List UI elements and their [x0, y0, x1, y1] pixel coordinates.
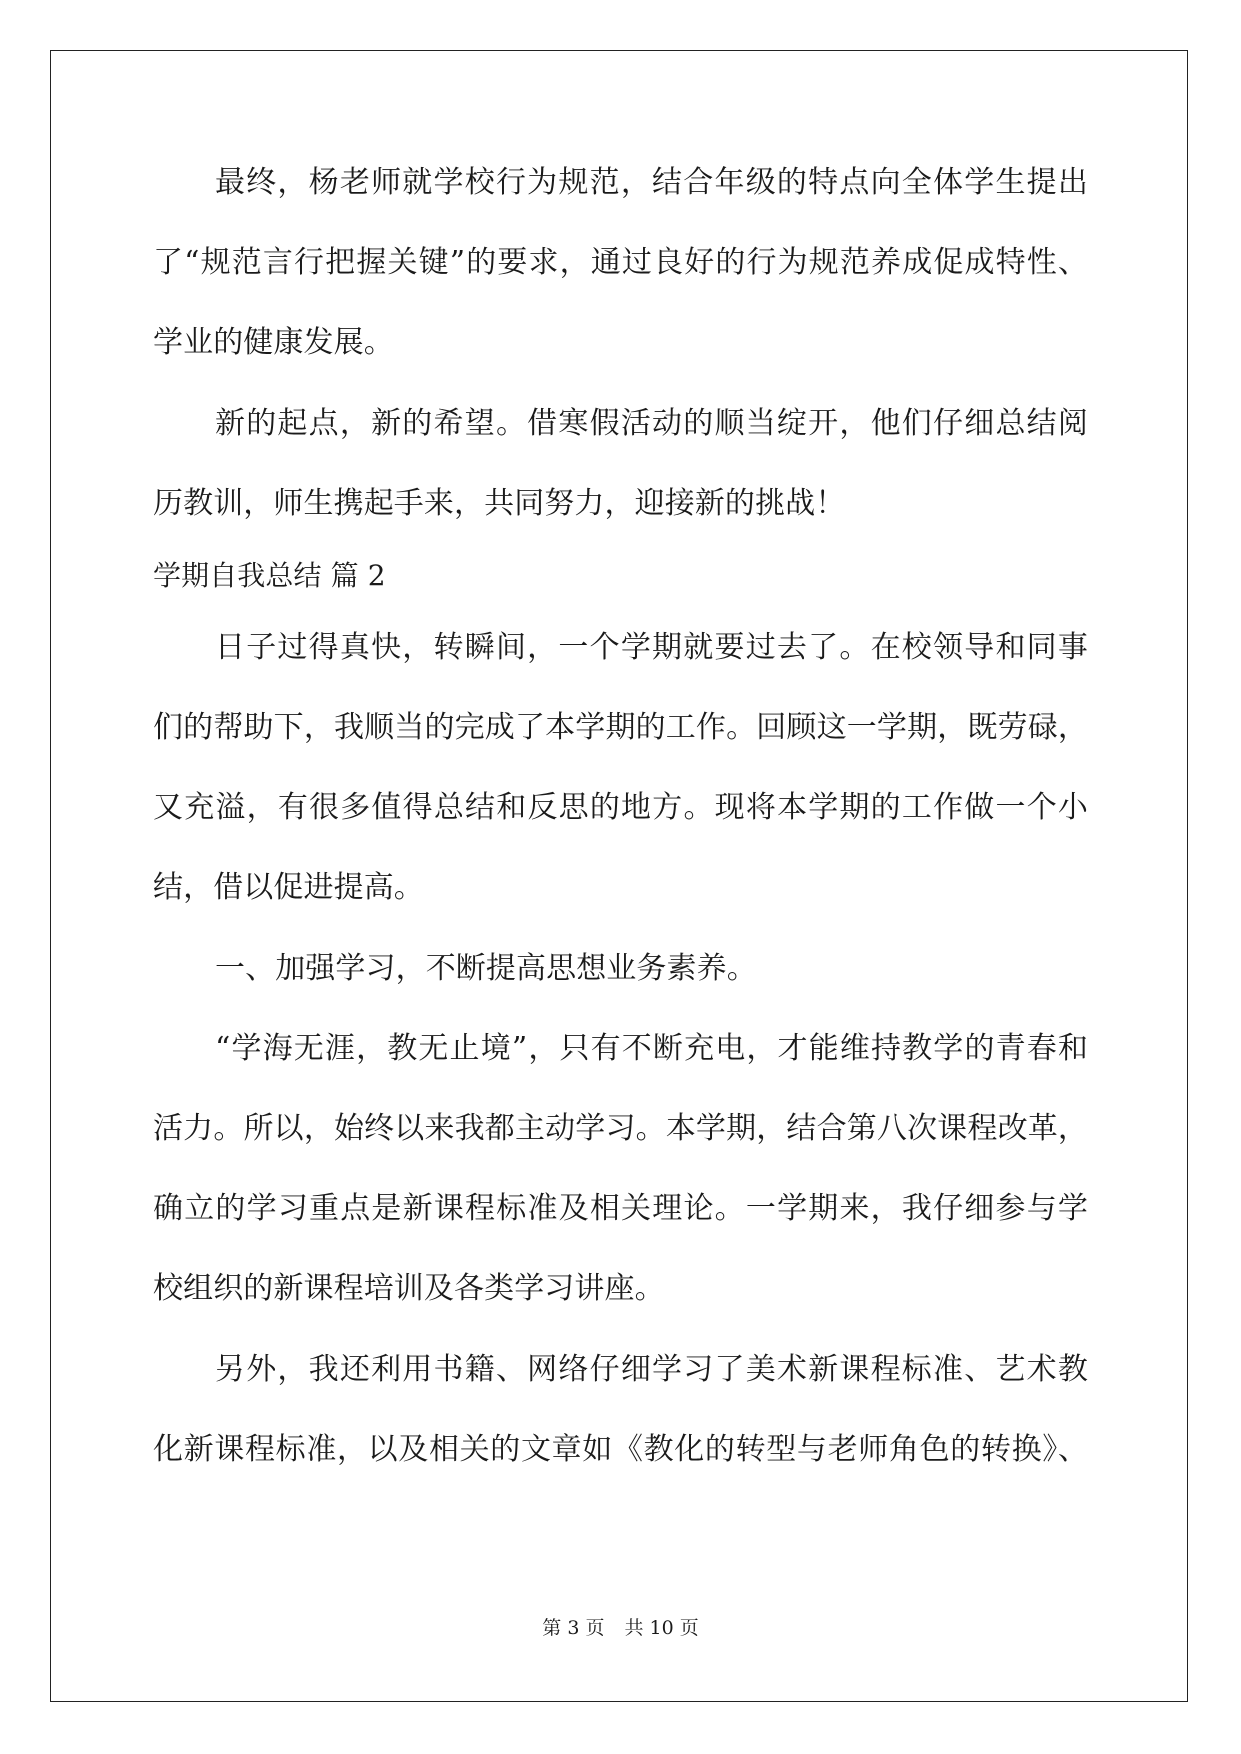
paragraph-line: 学业的健康发展。 [153, 325, 394, 360]
paragraph-line: 另外，我还利用书籍、网络仔细学习了美术新课程标准、艺术教 [215, 1352, 1088, 1387]
paragraph-line: “学海无涯，教无止境”，只有不断充电，才能维持教学的青春和 [215, 1031, 1088, 1066]
paragraph-line: 最终，杨老师就学校行为规范，结合年级的特点向全体学生提出 [215, 165, 1088, 200]
paragraph-line: 日子过得真快，转瞬间，一个学期就要过去了。在校领导和同事 [215, 630, 1088, 665]
paragraph-line: 了“规范言行把握关键”的要求，通过良好的行为规范养成促成特性、 [153, 245, 1088, 280]
paragraph-line: 化新课程标准，以及相关的文章如《教化的转型与老师角色的转换》、 [153, 1432, 1088, 1467]
paragraph-line: 们的帮助下，我顺当的完成了本学期的工作。回顾这一学期，既劳碌， [153, 710, 1088, 745]
section-heading: 学期自我总结 篇 2 [153, 559, 386, 592]
paragraph-line: 结，借以促进提高。 [153, 870, 424, 905]
paragraph-line: 新的起点，新的希望。借寒假活动的顺当绽开，他们仔细总结阅 [215, 406, 1088, 441]
paragraph-line: 历教训，师生携起手来，共同努力，迎接新的挑战！ [153, 486, 846, 521]
page-footer [0, 1613, 1241, 1640]
page-total: 共 10 页 [624, 1617, 699, 1639]
paragraph-line: 校组织的新课程培训及各类学习讲座。 [153, 1271, 665, 1306]
paragraph-line: 一、加强学习，不断提高思想业务素养。 [215, 951, 757, 986]
paragraph-line: 确立的学习重点是新课程标准及相关理论。一学期来，我仔细参与学 [153, 1191, 1088, 1226]
paragraph-line: 活力。所以，始终以来我都主动学习。本学期，结合第八次课程改革， [153, 1111, 1088, 1146]
page-number: 第 3 页 [542, 1617, 605, 1639]
paragraph-line: 又充溢，有很多值得总结和反思的地方。现将本学期的工作做一个小 [153, 790, 1088, 825]
